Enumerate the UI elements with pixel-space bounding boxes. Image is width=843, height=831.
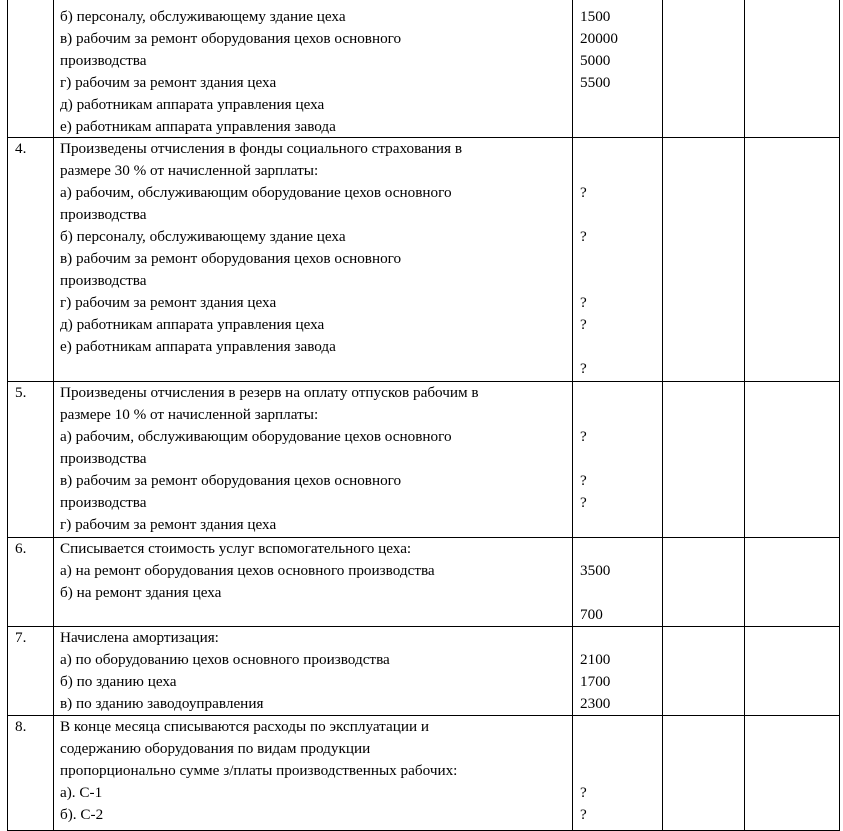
operation-text-line: а) рабочим, обслуживающим оборудование цехов основного [60, 184, 452, 201]
row-number: 5. [15, 384, 27, 401]
amount-value: ? [580, 360, 587, 377]
amount-value: ? [580, 428, 587, 445]
amount-value: 2100 [580, 651, 611, 668]
operation-text-line: г) рабочим за ремонт здания цеха [60, 516, 277, 533]
column-divider [744, 0, 745, 831]
amount-value: ? [580, 316, 587, 333]
amount-value: 5500 [580, 74, 611, 91]
amount-value: ? [580, 228, 587, 245]
operation-text-line: а) на ремонт оборудования цехов основного производства [60, 562, 435, 579]
operation-text-line: В конце месяца списываются расходы по эксплуатации и [60, 718, 430, 735]
amount-value: ? [580, 806, 587, 823]
amount-value: ? [580, 184, 587, 201]
amount-value: ? [580, 494, 587, 511]
operation-text-line: в) рабочим за ремонт оборудования цехов основного [60, 30, 402, 47]
amount-value: 20000 [580, 30, 618, 47]
amount-value: ? [580, 294, 587, 311]
column-divider [839, 0, 840, 831]
row-number: 7. [15, 629, 27, 646]
operation-text-line: г) рабочим за ремонт здания цеха [60, 74, 277, 91]
operation-text-line: б) персоналу, обслуживающему здание цеха [60, 228, 346, 245]
operation-text-line: размере 30 % от начисленной зарплаты: [60, 162, 319, 179]
operation-text-line: г) рабочим за ремонт здания цеха [60, 294, 277, 311]
operation-text-line: е) работникам аппарата управления завода [60, 338, 336, 355]
operation-text-line: в) рабочим за ремонт оборудования цехов основного [60, 472, 402, 489]
operation-text-line: пропорционально сумме з/платы производственных рабочих: [60, 762, 458, 779]
operation-text-line: б) по зданию цеха [60, 673, 177, 690]
operation-text-line: а) рабочим, обслуживающим оборудование цехов основного [60, 428, 452, 445]
operation-text-line: производства [60, 450, 147, 467]
operation-text-line: производства [60, 52, 147, 69]
operation-text-line: е) работникам аппарата управления завода [60, 118, 336, 135]
column-divider [7, 0, 8, 831]
column-divider [53, 0, 54, 831]
operation-text-line: б) на ремонт здания цеха [60, 584, 222, 601]
column-divider [572, 0, 573, 831]
operation-text-line: а) по оборудованию цехов основного производства [60, 651, 390, 668]
row-number: 4. [15, 140, 27, 157]
amount-value: 3500 [580, 562, 611, 579]
operation-text-line: б). С-2 [60, 806, 104, 823]
amount-value: ? [580, 472, 587, 489]
operation-text-line: б) персоналу, обслуживающему здание цеха [60, 8, 346, 25]
amount-value: 700 [580, 606, 603, 623]
amount-value: 2300 [580, 695, 611, 712]
operation-text-line: Списывается стоимость услуг вспомогательного цеха: [60, 540, 412, 557]
amount-value: 1500 [580, 8, 611, 25]
operation-text-line: производства [60, 494, 147, 511]
operation-text-line: в) по зданию заводоуправления [60, 695, 264, 712]
operation-text-line: производства [60, 272, 147, 289]
operation-text-line: содержанию оборудования по видам продукции [60, 740, 371, 757]
operation-text-line: производства [60, 206, 147, 223]
operation-text-line: а). С-1 [60, 784, 103, 801]
amount-value: 1700 [580, 673, 611, 690]
operation-text-line: Начислена амортизация: [60, 629, 219, 646]
operation-text-line: размере 10 % от начисленной зарплаты: [60, 406, 319, 423]
row-number: 8. [15, 718, 27, 735]
operation-text-line: д) работникам аппарата управления цеха [60, 96, 325, 113]
column-divider [662, 0, 663, 831]
operation-text-line: д) работникам аппарата управления цеха [60, 316, 325, 333]
operation-text-line: Произведены отчисления в резерв на оплату отпусков рабочим в [60, 384, 479, 401]
amount-value: ? [580, 784, 587, 801]
operation-text-line: Произведены отчисления в фонды социального страхования в [60, 140, 463, 157]
row-number: 6. [15, 540, 27, 557]
amount-value: 5000 [580, 52, 611, 69]
operation-text-line: в) рабочим за ремонт оборудования цехов основного [60, 250, 402, 267]
